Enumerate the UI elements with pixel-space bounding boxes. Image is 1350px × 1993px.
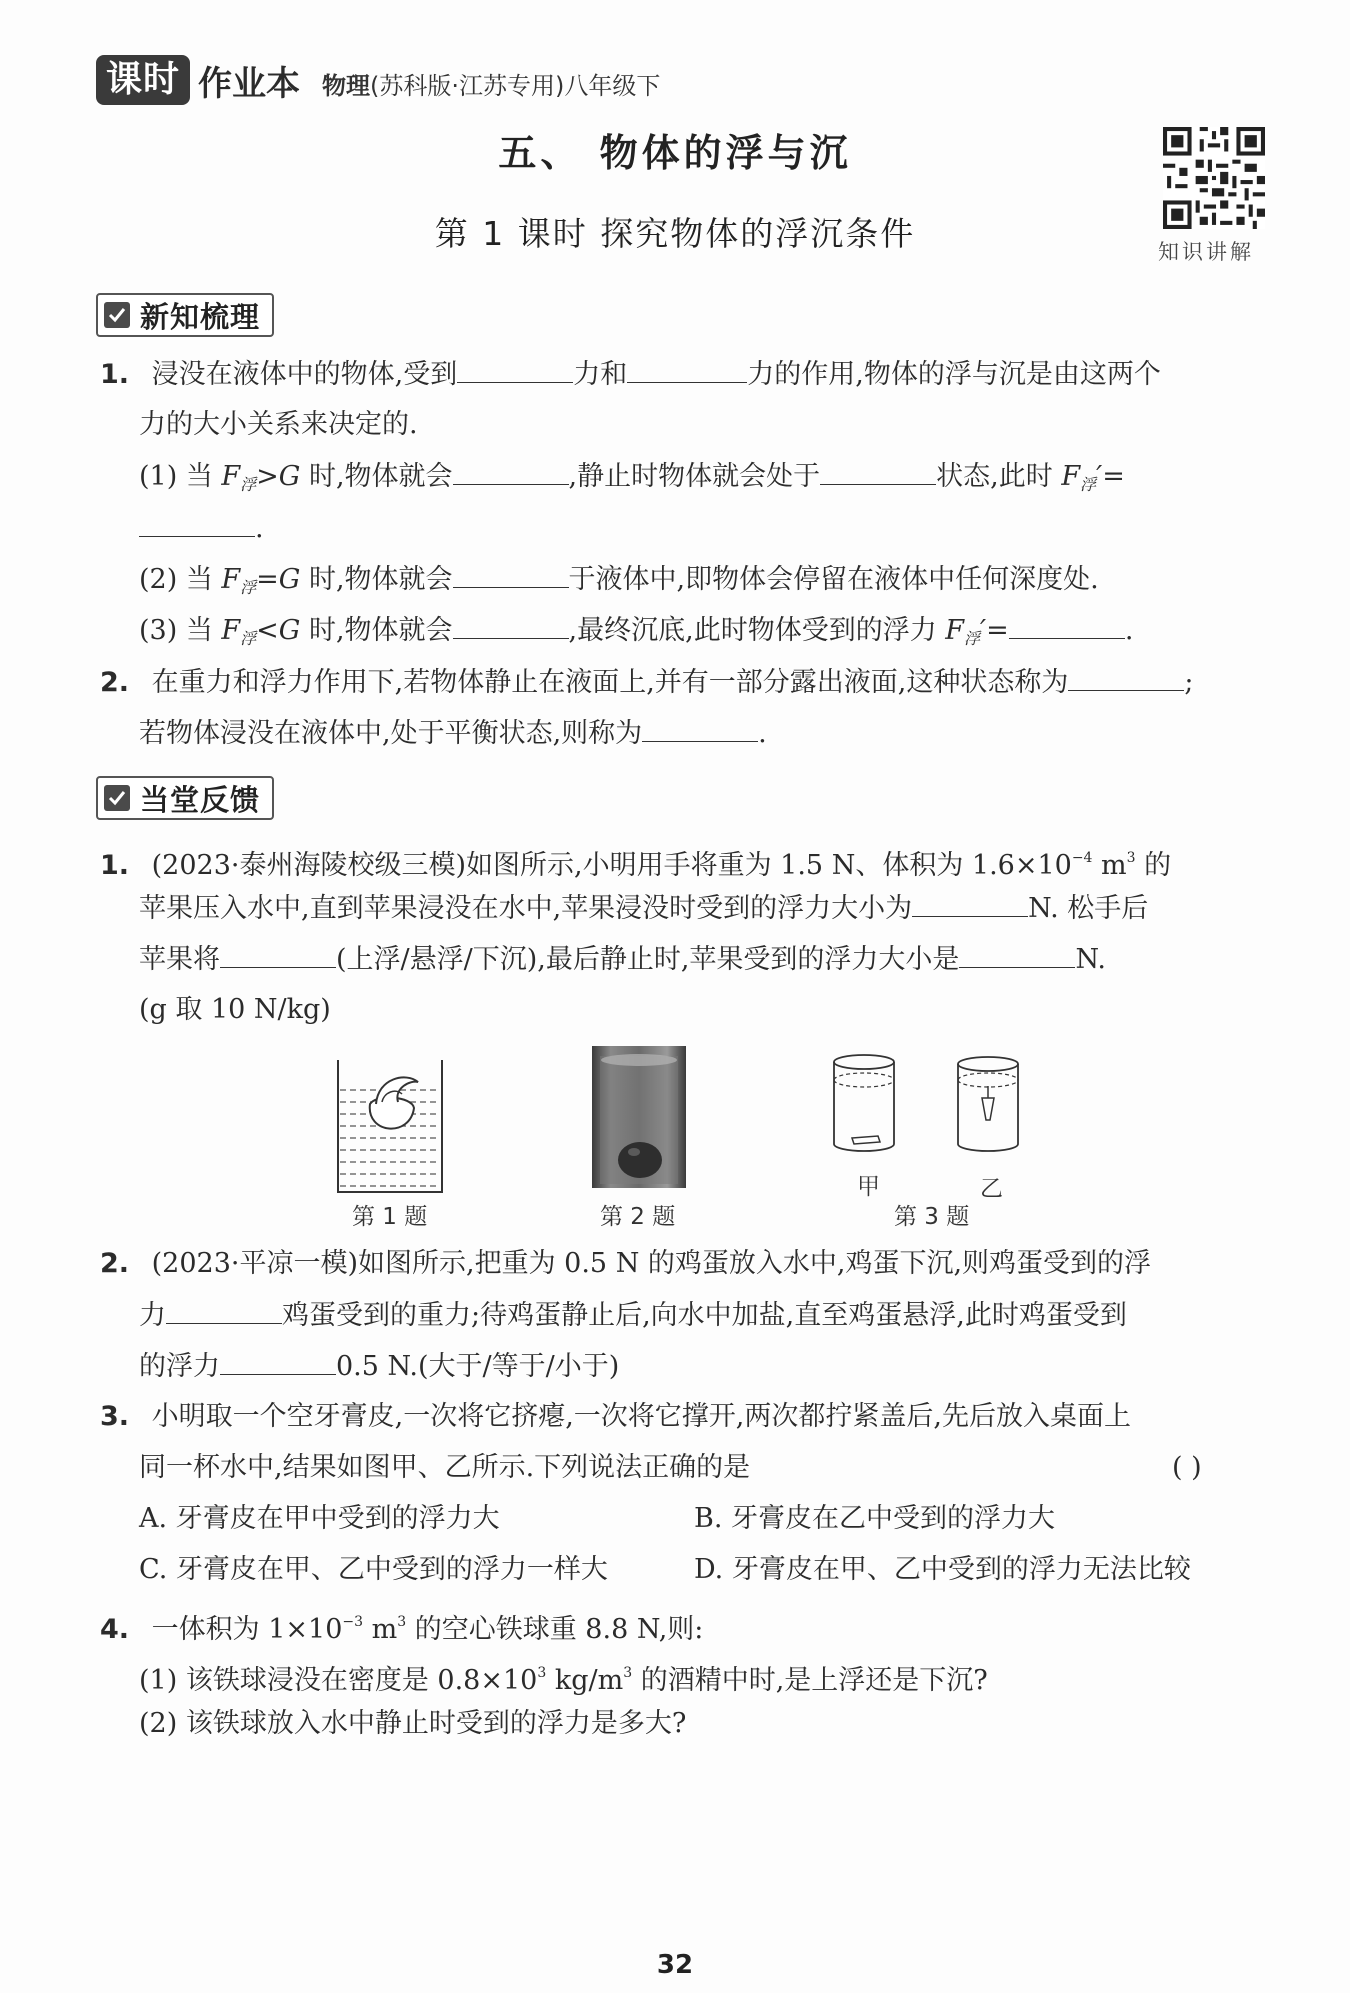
figure-2-caption: 第 2 题 bbox=[600, 1204, 676, 1230]
question-text: 一体积为 1×10 bbox=[151, 1614, 343, 1645]
question-text: 若物体浸没在液体中,处于平衡状态,则称为 bbox=[139, 718, 643, 749]
question-text: 0.5 N.(大于/等于/小于) bbox=[336, 1351, 620, 1382]
qr-label: 知识讲解 bbox=[1158, 240, 1254, 264]
question-text: 苹果压入水中,直到苹果浸没在水中,苹果浸没时受到的浮力大小为 bbox=[139, 893, 913, 924]
question-text: 苹果将 bbox=[139, 944, 220, 975]
formula: $F_浮<G$ bbox=[221, 615, 309, 648]
section-new-knowledge bbox=[96, 293, 274, 337]
question-number: 2. bbox=[100, 667, 130, 698]
question-number: 3. bbox=[100, 1401, 130, 1432]
question-text: 鸡蛋受到的重力;待鸡蛋静止后,向水中加盐,直至鸡蛋悬浮,此时鸡蛋受到 bbox=[282, 1300, 1127, 1331]
question-text: (1) 该铁球浸没在密度是 0.8×10 bbox=[139, 1665, 538, 1696]
question-number: 1. bbox=[100, 359, 130, 390]
answer-blank[interactable] bbox=[642, 715, 758, 742]
fb-q3-line1 bbox=[100, 1399, 1131, 1435]
figure-3-caption: 第 3 题 bbox=[894, 1204, 970, 1230]
formula: $F_浮'=$ bbox=[1061, 461, 1125, 494]
answer-blank[interactable] bbox=[1068, 664, 1184, 691]
question-text: m bbox=[1092, 850, 1127, 881]
question-text: (1) 当 bbox=[139, 461, 222, 492]
nk-q1-line2: 力的大小关系来决定的. bbox=[139, 409, 418, 440]
figure-1-caption: 第 1 题 bbox=[352, 1204, 428, 1230]
answer-blank[interactable] bbox=[139, 510, 255, 537]
nk-q1-line1 bbox=[100, 356, 1161, 393]
question-text: 于液体中,即物体会停留在液体中任何深度处. bbox=[568, 564, 1099, 595]
fb-q1-line1 bbox=[100, 840, 1171, 884]
checkbox-icon bbox=[104, 785, 130, 811]
question-text: 时,物体就会 bbox=[308, 461, 453, 492]
question-text: 小明取一个空牙膏皮,一次将它挤瘪,一次将它撑开,两次都拧紧盖后,先后放入桌面上 bbox=[151, 1401, 1131, 1432]
fb-q4-2: (2) 该铁球放入水中静止时受到的浮力是多大? bbox=[139, 1708, 687, 1739]
fb-q2-line2 bbox=[139, 1297, 1127, 1334]
question-text: 时,物体就会 bbox=[308, 564, 453, 595]
question-number: 2. bbox=[100, 1248, 130, 1279]
question-text: 力和 bbox=[573, 359, 628, 390]
fb-q1-line2 bbox=[139, 890, 1148, 927]
question-text: (2023·泰州海陵校级三模)如图所示,小明用手将重为 1.5 N、体积为 1.6×10 bbox=[151, 850, 1072, 881]
option-b[interactable]: B. 牙膏皮在乙中受到的浮力大 bbox=[694, 1503, 1056, 1534]
figure-2-egg-photo bbox=[592, 1046, 686, 1188]
nk-q1-1 bbox=[139, 458, 1125, 503]
question-text: 状态,此时 bbox=[936, 461, 1062, 492]
nk-q1-1-cont bbox=[139, 510, 264, 547]
book-brand: 作业本 bbox=[198, 63, 301, 104]
fb-q4-1 bbox=[139, 1655, 988, 1699]
answer-paren[interactable]: ( ) bbox=[1172, 1452, 1202, 1483]
page-number: 32 bbox=[656, 1950, 694, 1980]
exponent: 3 bbox=[537, 1665, 547, 1681]
figure-3-label-yi: 乙 bbox=[980, 1176, 1003, 1202]
question-number: 1. bbox=[100, 850, 130, 881]
qr-code-icon[interactable] bbox=[1163, 127, 1265, 229]
answer-blank[interactable] bbox=[166, 1297, 282, 1324]
chapter-title: 五、 物体的浮与沉 bbox=[498, 131, 852, 175]
question-text: (上浮/悬浮/下沉),最后静止时,苹果受到的浮力大小是 bbox=[336, 944, 960, 975]
lesson-title: 第 1 课时 探究物体的浮沉条件 bbox=[434, 214, 916, 253]
question-text: 的酒精中时,是上浮还是下沉? bbox=[632, 1665, 988, 1696]
book-subject-info bbox=[322, 60, 660, 101]
answer-blank[interactable] bbox=[959, 941, 1075, 968]
fb-q3-line2: 同一杯水中,结果如图甲、乙所示.下列说法正确的是 bbox=[139, 1452, 751, 1483]
question-text: kg/m bbox=[546, 1665, 624, 1696]
question-text: (2023·平凉一模)如图所示,把重为 0.5 N 的鸡蛋放入水中,鸡蛋下沉,则鸡蛋受到的浮 bbox=[151, 1248, 1152, 1279]
question-text: 浸没在液体中的物体,受到 bbox=[151, 359, 458, 390]
figure-3-cylinders bbox=[828, 1052, 1024, 1160]
edition-text: (苏科版·江苏专用)八年级下 bbox=[370, 71, 661, 100]
answer-blank[interactable] bbox=[627, 356, 747, 383]
question-text: . bbox=[255, 513, 264, 544]
question-text: ; bbox=[1184, 667, 1194, 698]
option-a[interactable]: A. 牙膏皮在甲中受到的浮力大 bbox=[139, 1503, 500, 1534]
formula: $F_浮'=$ bbox=[945, 615, 1009, 648]
fb-q4-line1 bbox=[100, 1604, 703, 1648]
question-text: ,最终沉底,此时物体受到的浮力 bbox=[568, 615, 946, 646]
formula: $F_浮>G$ bbox=[221, 461, 309, 494]
question-text: 时,物体就会 bbox=[308, 615, 453, 646]
question-text: . bbox=[1124, 615, 1134, 646]
book-logo: 课时 bbox=[96, 55, 190, 105]
answer-blank[interactable] bbox=[1009, 612, 1125, 639]
question-text: 力的作用,物体的浮与沉是由这两个 bbox=[747, 359, 1161, 390]
question-text: N. 松手后 bbox=[1028, 893, 1149, 924]
exponent: 3 bbox=[623, 1665, 633, 1681]
figure-1-beaker-apple bbox=[336, 1058, 444, 1194]
answer-blank[interactable] bbox=[453, 561, 569, 588]
checkbox-icon bbox=[104, 302, 130, 328]
book-header bbox=[96, 52, 660, 108]
figure-3-label-jia: 甲 bbox=[857, 1174, 880, 1200]
answer-blank[interactable] bbox=[453, 612, 569, 639]
formula: $F_浮=G$ bbox=[221, 564, 309, 597]
option-d[interactable]: D. 牙膏皮在甲、乙中受到的浮力无法比较 bbox=[694, 1554, 1191, 1585]
nk-q2-line2 bbox=[139, 715, 767, 752]
option-c[interactable]: C. 牙膏皮在甲、乙中受到的浮力一样大 bbox=[139, 1554, 608, 1585]
fb-q1-line4: (g 取 10 N/kg) bbox=[139, 994, 331, 1025]
question-text: (3) 当 bbox=[139, 615, 222, 646]
answer-blank[interactable] bbox=[220, 941, 336, 968]
nk-q2-line1 bbox=[100, 664, 1194, 701]
section-feedback bbox=[96, 776, 274, 820]
exponent: −4 bbox=[1071, 850, 1093, 866]
exponent: −3 bbox=[342, 1614, 364, 1630]
answer-blank[interactable] bbox=[912, 890, 1028, 917]
section-label: 新知梳理 bbox=[140, 299, 261, 334]
question-number: 4. bbox=[100, 1614, 130, 1645]
question-text: 的空心铁球重 8.8 N,则: bbox=[406, 1614, 704, 1645]
question-text: 力 bbox=[139, 1300, 166, 1331]
nk-q1-2 bbox=[139, 561, 1099, 606]
fb-q2-line3 bbox=[139, 1348, 619, 1385]
fb-q1-line3 bbox=[139, 941, 1106, 978]
exponent: 3 bbox=[1126, 850, 1136, 866]
answer-blank[interactable] bbox=[820, 458, 936, 485]
question-text: 的 bbox=[1135, 850, 1172, 881]
exponent: 3 bbox=[397, 1614, 407, 1630]
fb-q2-line1 bbox=[100, 1246, 1151, 1282]
section-label: 当堂反馈 bbox=[140, 782, 261, 817]
question-text: ,静止时物体就会处于 bbox=[568, 461, 821, 492]
question-text: 的浮力 bbox=[139, 1351, 220, 1382]
answer-blank[interactable] bbox=[457, 356, 573, 383]
question-text: . bbox=[758, 718, 767, 749]
answer-blank[interactable] bbox=[220, 1348, 336, 1375]
question-text: m bbox=[363, 1614, 398, 1645]
question-text: N. bbox=[1075, 944, 1106, 975]
nk-q1-3 bbox=[139, 612, 1133, 657]
question-text: (2) 当 bbox=[139, 564, 222, 595]
subject-name: 物理 bbox=[322, 71, 371, 100]
question-text: 在重力和浮力作用下,若物体静止在液面上,并有一部分露出液面,这种状态称为 bbox=[151, 667, 1069, 698]
answer-blank[interactable] bbox=[453, 458, 569, 485]
